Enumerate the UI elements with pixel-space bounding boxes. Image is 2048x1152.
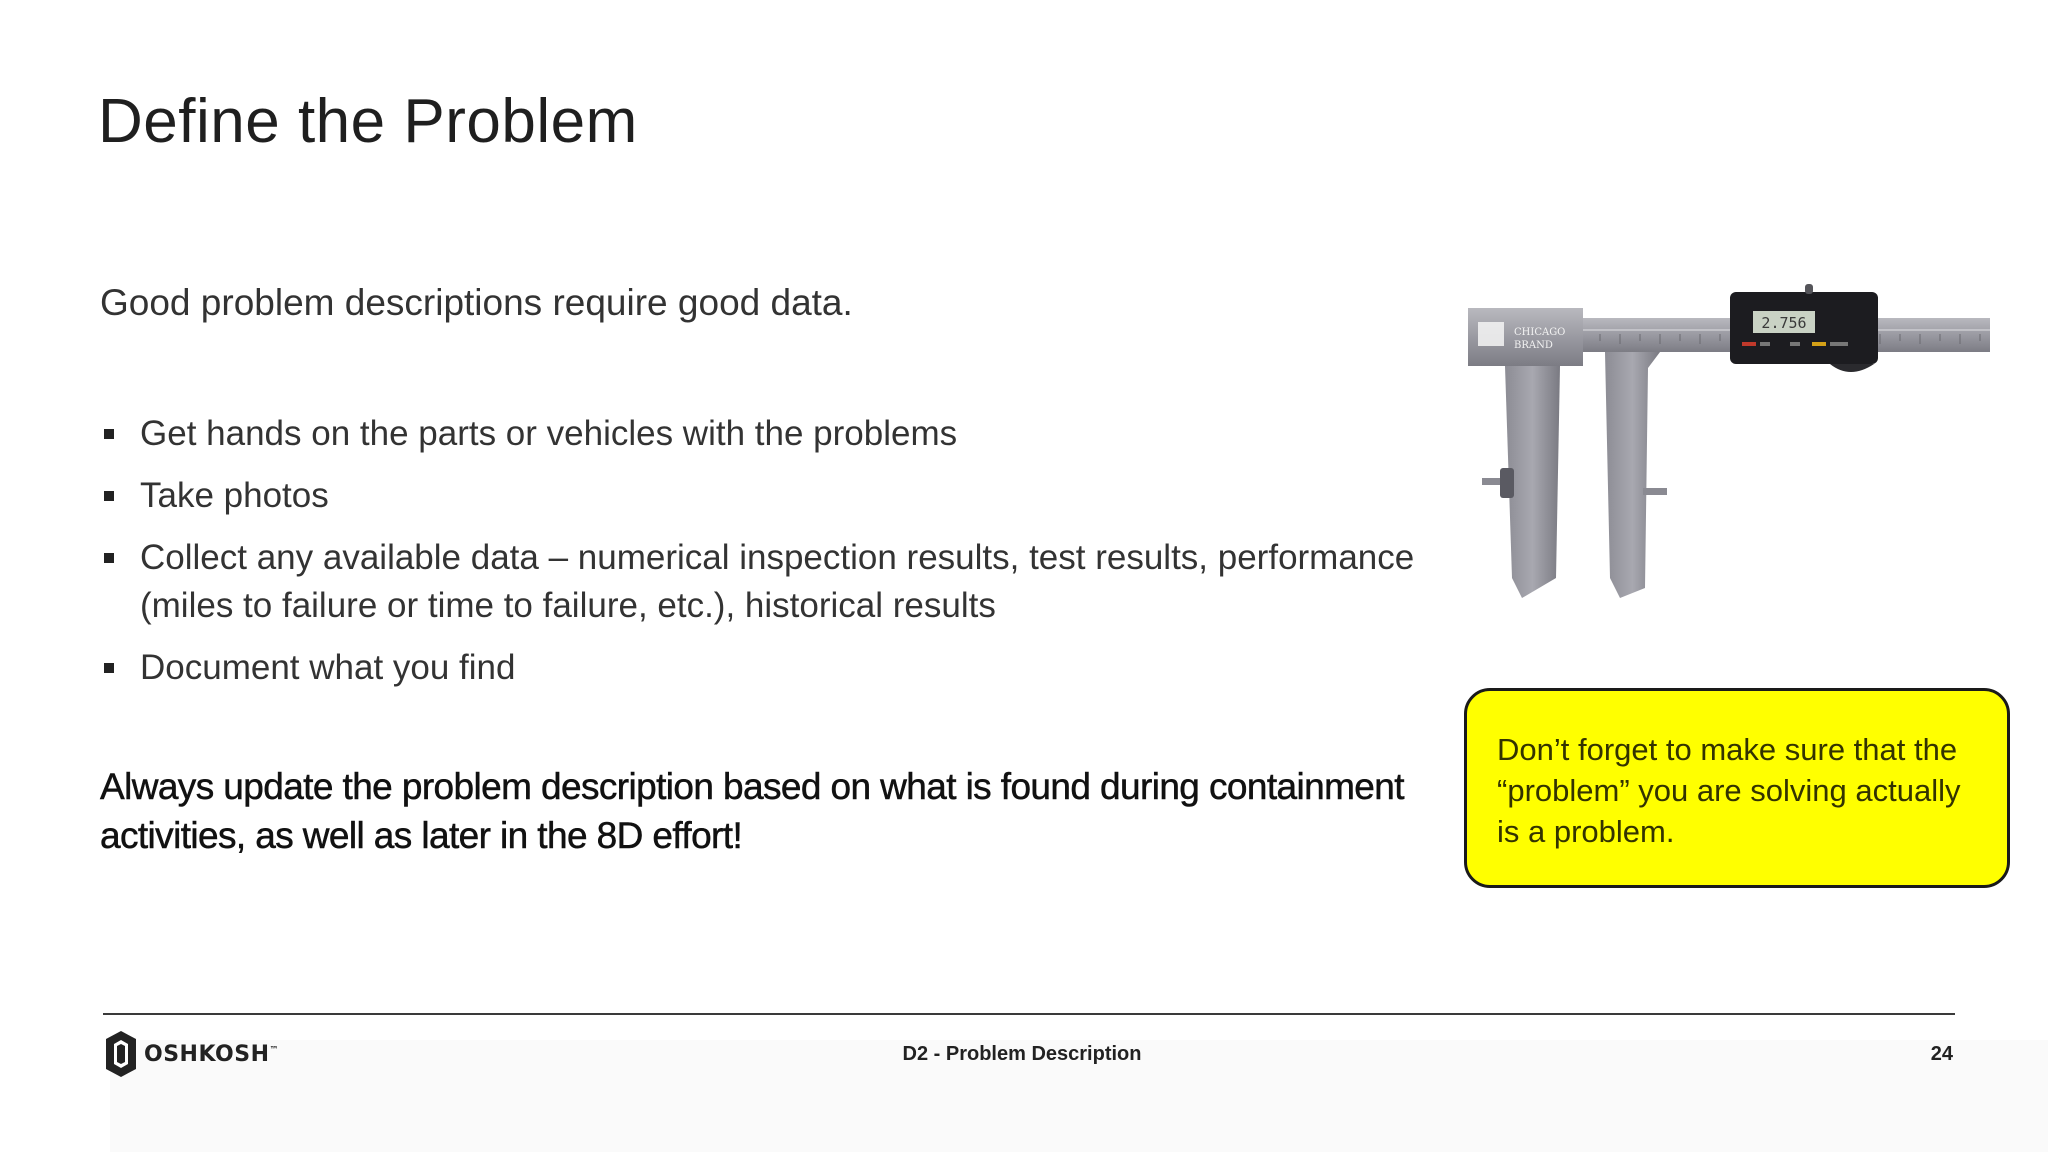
callout-note — [1464, 688, 2010, 888]
bullet-square-icon — [104, 429, 114, 439]
bullet-square-icon — [104, 663, 114, 673]
bullet-item — [100, 472, 1480, 520]
slide-title: Define the Problem — [98, 87, 638, 156]
caliper-image — [1460, 278, 1990, 608]
footer-section-text: D2 - Problem Description — [902, 1043, 1142, 1065]
caliper-brand-line2: BRAND — [1514, 340, 1553, 351]
bullet-item — [100, 410, 1480, 458]
bullet-text: Take photos — [140, 476, 329, 515]
logo-trademark: ™ — [269, 1045, 279, 1056]
bullet-list — [100, 410, 1480, 706]
bullet-item — [100, 534, 1480, 630]
bullet-text: Get hands on the parts or vehicles with the problems — [140, 414, 958, 453]
footer-section-title — [0, 1043, 2048, 1066]
caliper-brand-line1: CHICAGO — [1514, 327, 1566, 338]
logo-wordmark: OSHKOSH — [144, 1041, 270, 1067]
intro-text: Good problem descriptions require good data. — [100, 282, 853, 323]
bullet-item — [100, 644, 1480, 692]
emphasis-text: Always update the problem description based on what is found during containment activities, as well as later in the 8D effort! — [100, 766, 1404, 856]
page-number: 24 — [1930, 1043, 1953, 1065]
bullet-square-icon — [104, 491, 114, 501]
caliper-display-value: 2.756 — [1761, 314, 1807, 332]
callout-text: Don’t forget to make sure that the “problem” you are solving actually is a problem. — [1497, 732, 1961, 849]
digital-caliper-icon — [1460, 278, 1990, 608]
footer-divider — [103, 1013, 1955, 1015]
bullet-text: Document what you find — [140, 648, 516, 687]
bullet-text: Collect any available data – numerical inspection results, test results, performance (miles to failure or time to failure, etc.), historical results — [140, 538, 1415, 625]
bullet-square-icon — [104, 553, 114, 563]
